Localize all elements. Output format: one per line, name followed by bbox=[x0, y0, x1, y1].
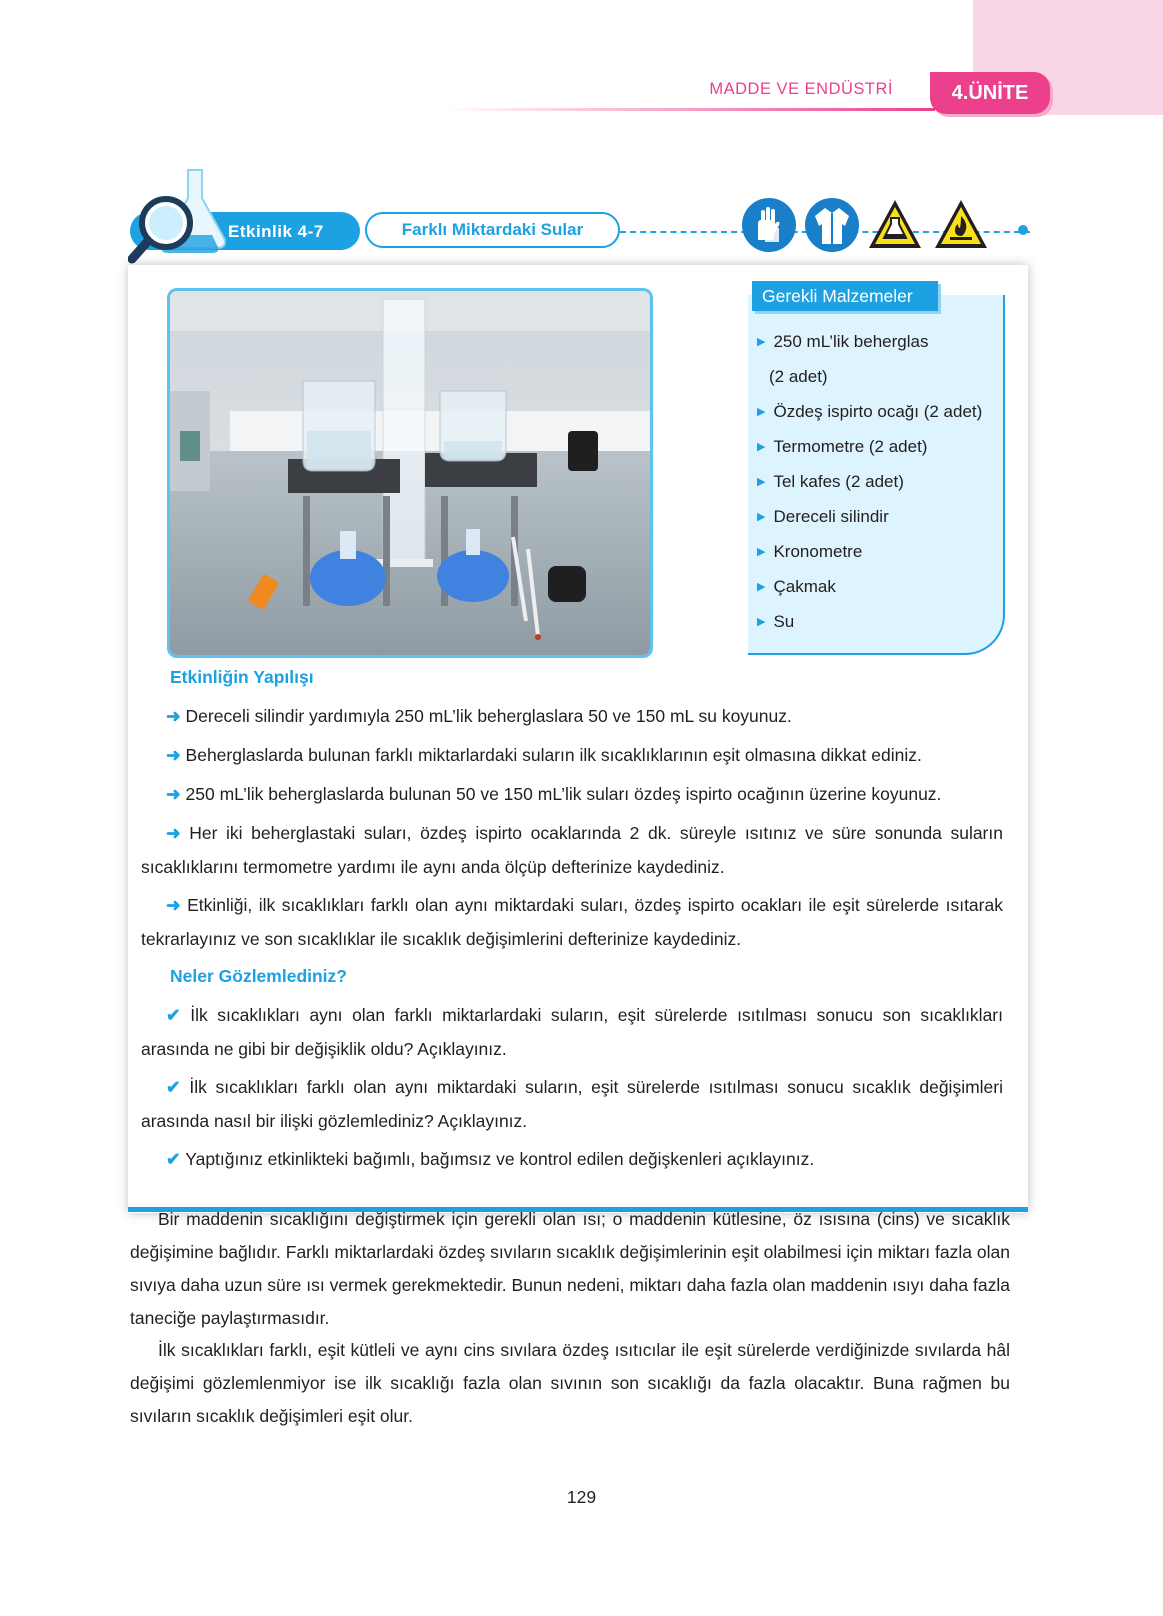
bullet-icon: ▶ bbox=[757, 476, 766, 488]
bullet-icon: ▶ bbox=[757, 511, 766, 523]
flammable-icon bbox=[932, 196, 990, 254]
observation-question: ✔ İlk sıcaklıkları farklı olan aynı miktardaki suların, eşit sürelerde ısıtılması sonucu sıcaklık değişimleri arasında nasıl bir ilişki gözlemlediniz? Açıklayınız. bbox=[141, 1077, 1003, 1131]
activity-title: Farklı Miktardaki Sular bbox=[365, 212, 620, 248]
checkmark-icon: ✔ bbox=[166, 1005, 181, 1025]
header-rule bbox=[445, 108, 935, 111]
list-item: ▶ Tel kafes (2 adet) bbox=[757, 472, 904, 491]
list-item: ▶ Çakmak bbox=[757, 577, 836, 596]
lab-coat-icon bbox=[803, 196, 861, 254]
list-item: (2 adet) bbox=[769, 367, 828, 386]
bullet-icon: ▶ bbox=[757, 616, 766, 628]
checkmark-icon: ✔ bbox=[166, 1149, 181, 1169]
list-item: ▶ Termometre (2 adet) bbox=[757, 437, 928, 456]
procedure-step: ➜ Her iki beherglastaki suları, özdeş ispirto ocaklarında 2 dk. süreyle ısıtınız ve süre sonunda suların sıcaklıklarını termometre yardımı ile aynı anda ölçüp defterinize kaydediniz. bbox=[141, 823, 1003, 877]
list-item: ▶ Su bbox=[757, 612, 795, 631]
arrow-icon: ➜ bbox=[166, 745, 181, 765]
procedure-step: ➜ Dereceli silindir yardımıyla 250 mL’lik beherglaslara 50 ve 150 mL su koyunuz. bbox=[166, 706, 792, 726]
activity-label: Etkinlik 4-7 bbox=[228, 222, 324, 241]
arrow-icon: ➜ bbox=[166, 895, 181, 915]
bullet-icon: ▶ bbox=[757, 546, 766, 558]
body-paragraph: İlk sıcaklıkları farklı, eşit kütleli ve aynı cins sıvılara özdeş ısıtıcılar ile eşit sürelerde verdiğinizde sıvılarda hâl değişimi gözlemlenmiyor ise ilk sıcaklığı fazla olan sıvının son sıcaklığı da fazla olacaktır. Buna rağmen bu sıvıların sıcaklık değişimleri eşit olur. bbox=[130, 1340, 1010, 1426]
observations-heading: Neler Gözlemlediniz? bbox=[170, 966, 347, 986]
procedure-step: ➜ 250 mL’lik beherglaslarda bulunan 50 ve 150 mL’lik suları özdeş ispirto ocağının üzerine koyunuz. bbox=[166, 784, 942, 804]
activity-dashed-line-end bbox=[1018, 225, 1028, 235]
procedure-step: ➜ Etkinliği, ilk sıcaklıkları farklı olan aynı miktardaki suları, özdeş ispirto ocakları ile eşit sürelerde ısıtarak tekrarlayınız ve son sıcaklıklar ile sıcaklık değişimlerini defterinize kaydediniz. bbox=[141, 895, 1003, 949]
list-item: ▶ Özdeş ispirto ocağı (2 adet) bbox=[757, 402, 983, 421]
page-number: 129 bbox=[566, 1487, 597, 1507]
arrow-icon: ➜ bbox=[166, 823, 181, 843]
bullet-icon: ▶ bbox=[757, 581, 766, 593]
procedure-step: ➜ Beherglaslarda bulunan farklı miktarlardaki suların ilk sıcaklıklarının eşit olmasına dikkat ediniz. bbox=[166, 745, 922, 765]
bullet-icon: ▶ bbox=[757, 441, 766, 453]
materials-list bbox=[757, 332, 982, 647]
checkmark-icon: ✔ bbox=[166, 1077, 181, 1097]
list-item: ▶ Dereceli silindir bbox=[757, 507, 889, 526]
bullet-icon: ▶ bbox=[757, 336, 766, 348]
list-item: ▶ Kronometre bbox=[757, 542, 863, 561]
body-paragraph: Bir maddenin sıcaklığını değiştirmek için gerekli olan ısı; o maddenin kütlesine, öz ısısına (cins) ve sıcaklık değişimine bağlıdır. Farklı miktarlardaki özdeş sıvıların sıcaklık değişimlerinin eşit olabilmesi için miktarı fazla olan sıvıya daha uzun süre ısı vermek gerekmektedir. Bunun nedeni, miktarı daha fazla olan maddenin ısıyı daha fazla taneciğe paylaştırmasıdır. bbox=[130, 1209, 1010, 1328]
gloves-icon bbox=[740, 196, 798, 254]
materials-title: Gerekli Malzemeler bbox=[752, 281, 938, 311]
arrow-icon: ➜ bbox=[166, 784, 181, 804]
list-item: ▶ 250 mL’lik beherglas bbox=[757, 332, 929, 351]
chemical-hazard-icon bbox=[866, 196, 924, 254]
arrow-icon: ➜ bbox=[166, 706, 181, 726]
observation-question: ✔ Yaptığınız etkinlikteki bağımlı, bağımsız ve kontrol edilen değişkenleri açıklayınız. bbox=[166, 1149, 815, 1169]
flask-magnifier-icon bbox=[128, 165, 238, 270]
observation-question: ✔ İlk sıcaklıkları aynı olan farklı miktarlardaki suların, eşit sürelerde ısıtılması sonucu son sıcaklıkları arasında ne gibi bir değişiklik oldu? Açıklayınız. bbox=[141, 1005, 1003, 1059]
bullet-icon: ▶ bbox=[757, 406, 766, 418]
experiment-photo bbox=[167, 288, 653, 658]
procedure-heading: Etkinliğin Yapılışı bbox=[170, 667, 314, 687]
unit-badge: 4.ÜNİTE bbox=[930, 72, 1050, 114]
header-title: MADDE VE ENDÜSTRİ bbox=[709, 80, 893, 98]
